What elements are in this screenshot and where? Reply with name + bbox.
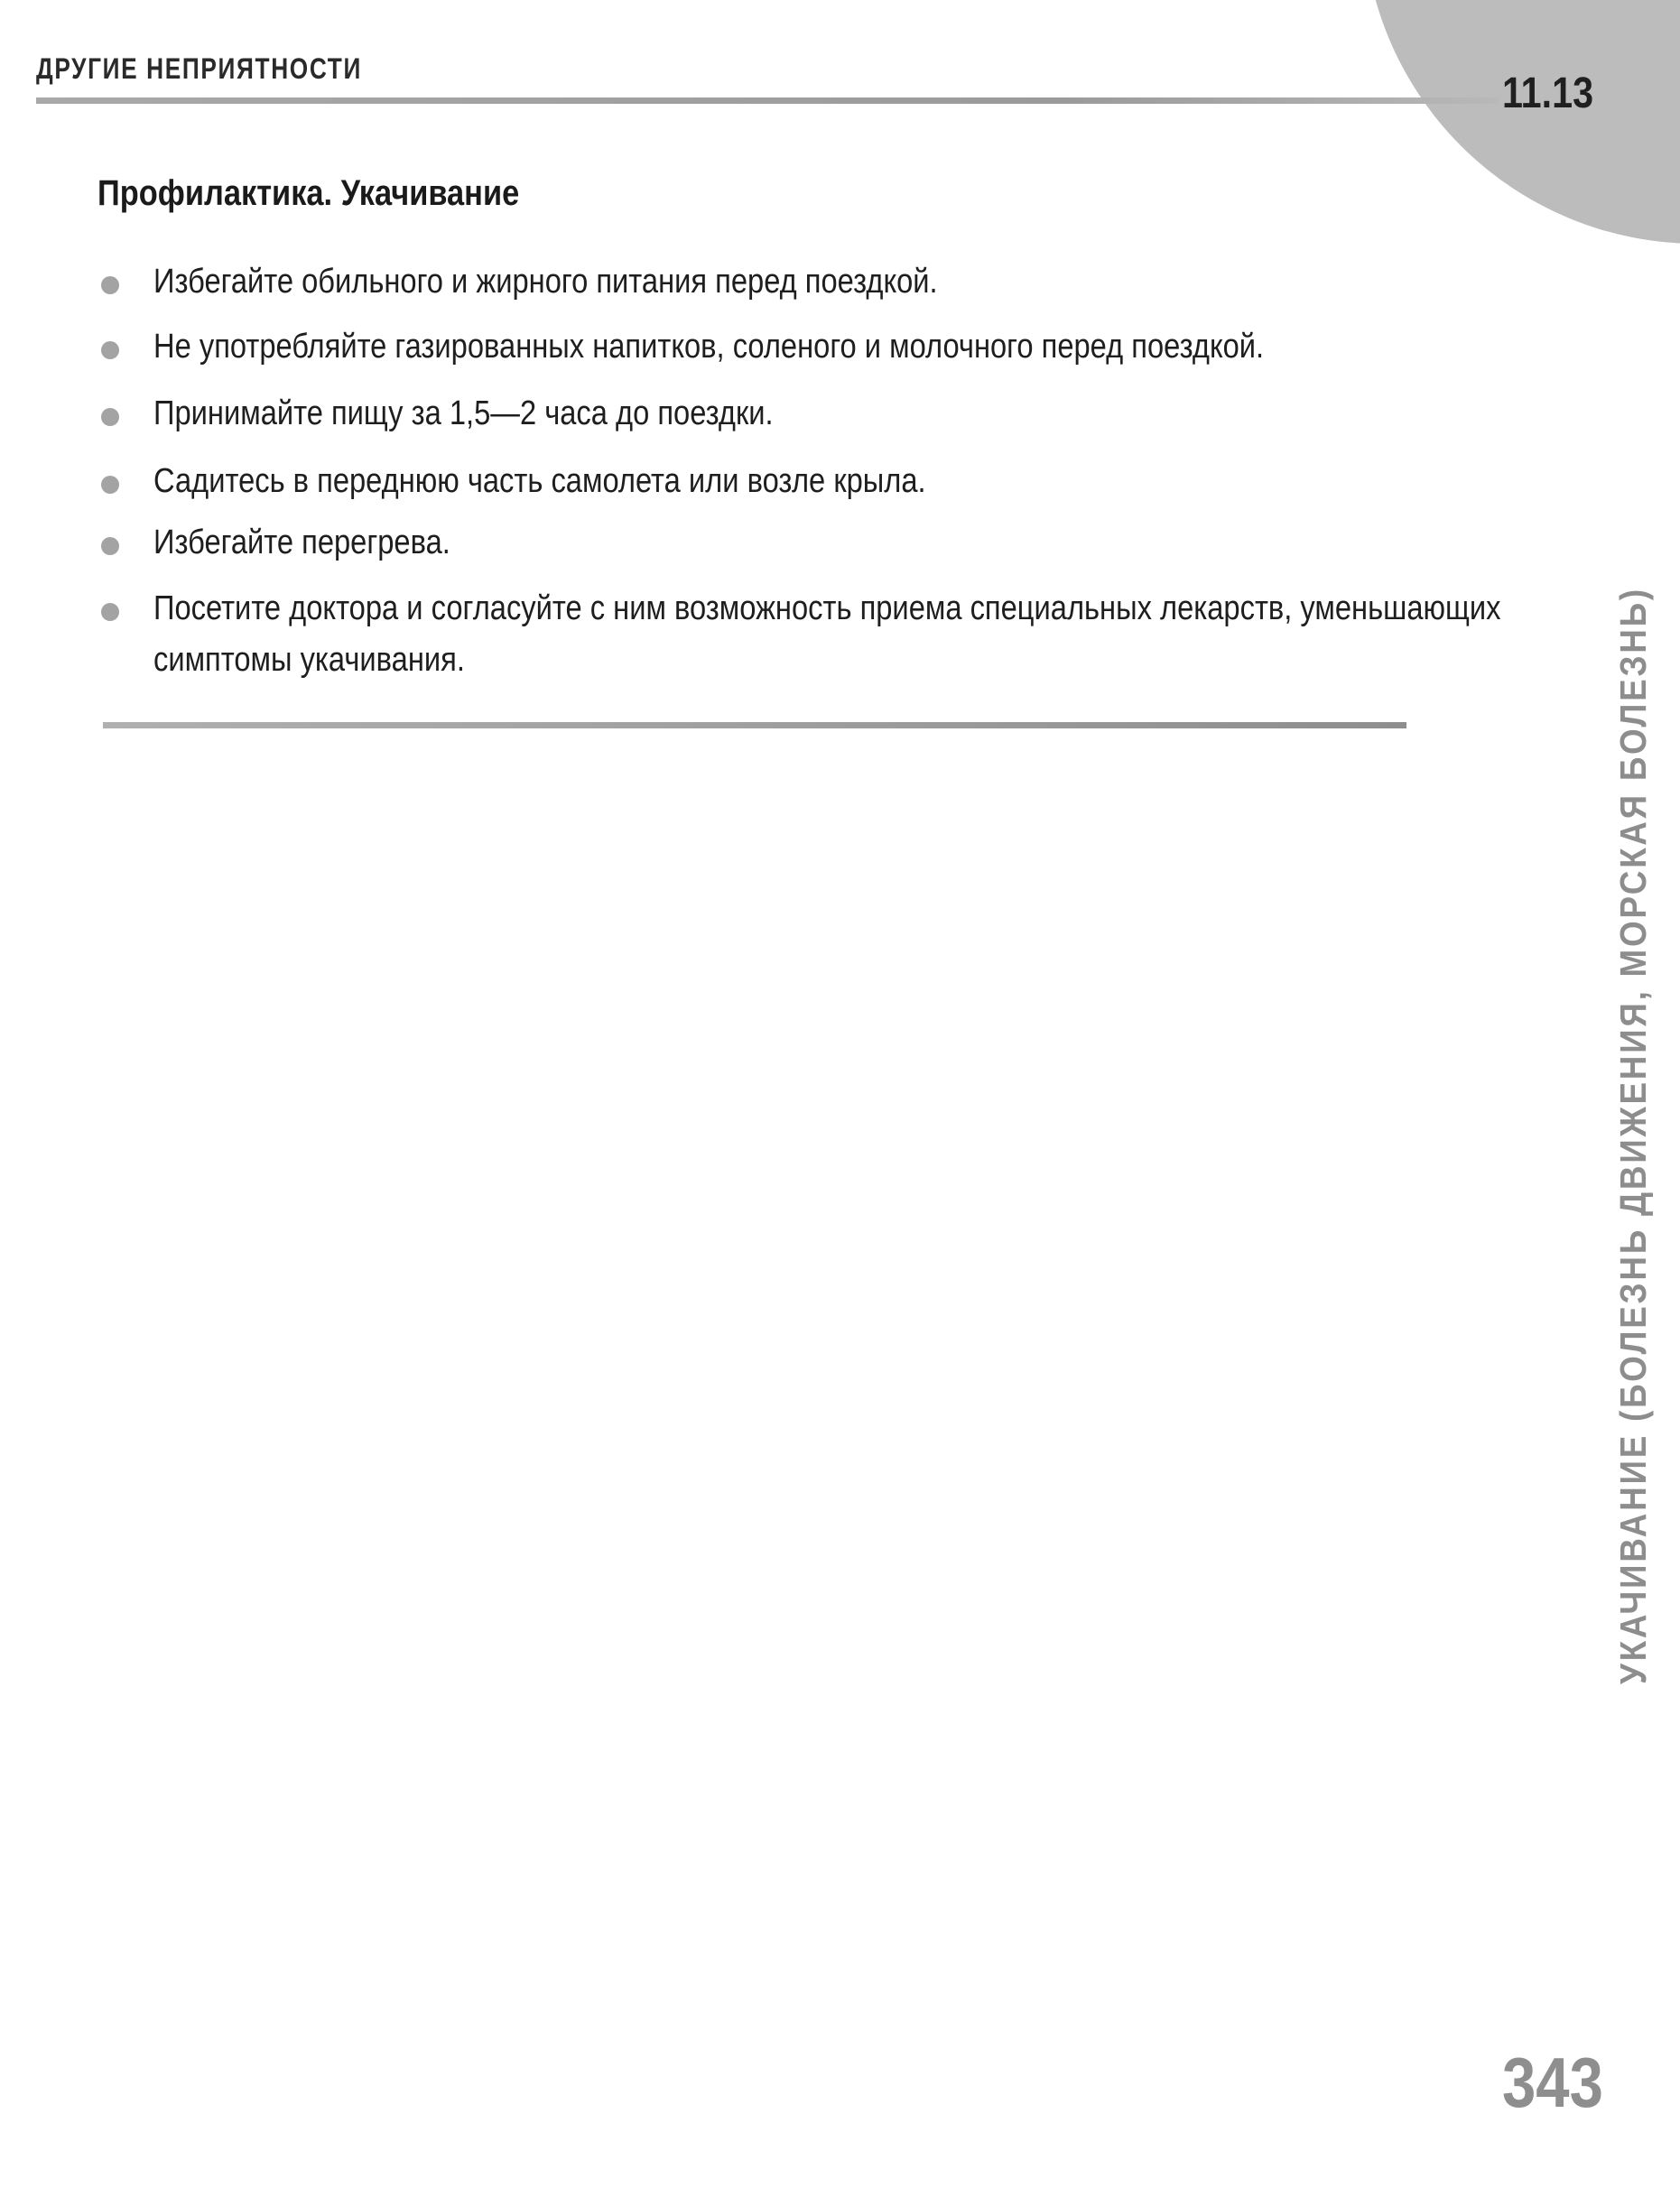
bullet-icon	[101, 537, 119, 555]
list-item-text: Не употребляйте газированных напитков, соленого и молочного перед поездкой.	[153, 328, 1265, 366]
running-head: ДРУГИЕ НЕПРИЯТНОСТИ	[36, 52, 362, 85]
header-rule	[36, 97, 1499, 104]
section-number: 11.13	[1502, 70, 1594, 117]
list-item-text: Избегайте обильного и жирного питания перед поездкой.	[153, 263, 938, 301]
page-number: 343	[1502, 2043, 1603, 2122]
vertical-chapter-title: УКАЧИВАНИЕ (БОЛЕЗНЬ ДВИЖЕНИЯ, МОРСКАЯ БОЛЕЗНЬ)	[1612, 587, 1654, 1685]
list-item-text: Принимайте пищу за 1,5—2 часа до поездки.	[153, 394, 774, 432]
bullet-icon	[101, 276, 119, 294]
bullet-icon	[101, 341, 119, 359]
bullet-icon	[101, 603, 119, 621]
list-item-text: Садитесь в переднюю часть самолета или возле крыла.	[153, 462, 926, 500]
list-item-text: Посетите доктора и согласуйте с ним возможность приема специальных лекарств, уменьшающих симптомы укачивания.	[153, 589, 1501, 679]
section-heading: Профилактика. Укачивание	[97, 173, 520, 213]
bullet-icon	[101, 408, 119, 426]
chapter-corner-tab	[1363, 0, 1680, 244]
list-item-text: Избегайте перегрева.	[153, 524, 450, 561]
bullet-icon	[101, 476, 119, 494]
section-end-rule	[103, 722, 1406, 728]
